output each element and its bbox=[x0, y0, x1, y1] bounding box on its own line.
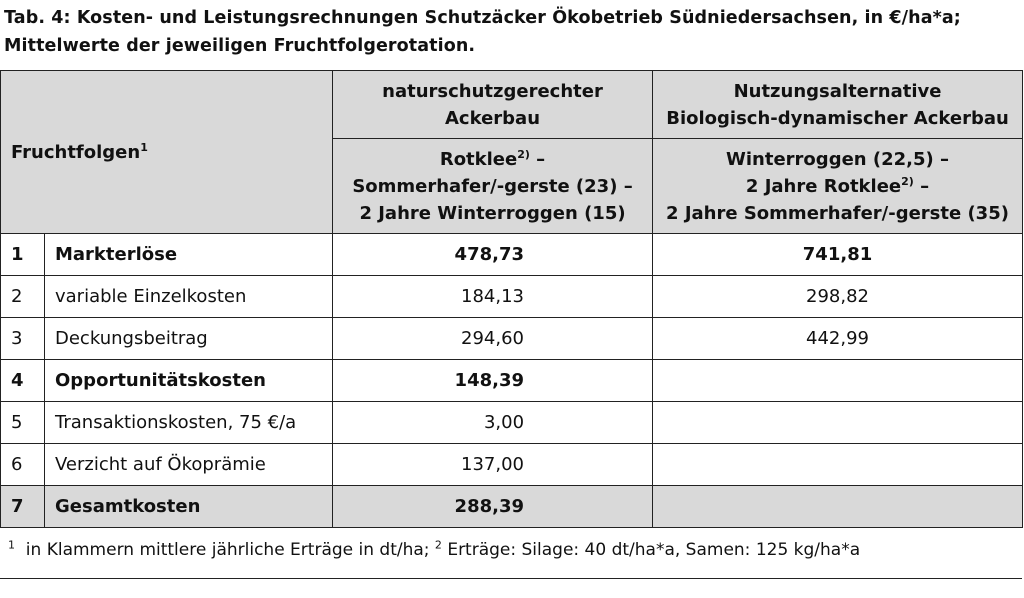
col1-header: naturschutzgerechter Ackerbau bbox=[333, 71, 653, 139]
row-label: Gesamtkosten bbox=[45, 486, 333, 528]
row-value-col1: 184,13 bbox=[333, 276, 653, 318]
row-number: 6 bbox=[1, 444, 45, 486]
row-value-col2 bbox=[653, 360, 1023, 402]
row-number: 4 bbox=[1, 360, 45, 402]
row-number: 7 bbox=[1, 486, 45, 528]
row-value-col2 bbox=[653, 486, 1023, 528]
row-value-col1: 137,00 bbox=[333, 444, 653, 486]
table-row bbox=[1, 360, 1023, 402]
table-row-total bbox=[1, 486, 1023, 528]
footnote: $^1$ in Klammern mittlere jährliche Erträge in dt/ha; $^2$ Erträge: Silage: 40 dt/ha*a, Samen: 125 kg/ha*a bbox=[8, 538, 861, 560]
table-row bbox=[1, 234, 1023, 276]
col2-header: Nutzungsalternative Biologisch-dynamischer Ackerbau bbox=[653, 71, 1023, 139]
row-number: 2 bbox=[1, 276, 45, 318]
row-number: 3 bbox=[1, 318, 45, 360]
fruchtfolgen-header: Fruchtfolgen$^1$ bbox=[1, 71, 333, 234]
row-label: Verzicht auf Ökoprämie bbox=[45, 444, 333, 486]
row-value-col2 bbox=[653, 402, 1023, 444]
table-title: Tab. 4: Kosten- und Leistungsrechnungen Schutzäcker Ökobetrieb Südniedersachsen, in €/ha*a; Mittelwerte der jeweiligen Fruchtfolgerotation. bbox=[4, 8, 961, 56]
row-value-col2: 298,82 bbox=[653, 276, 1023, 318]
col2-subheader: Winterroggen (22,5) – 2 Jahre Rotklee$^{2)}$ – 2 Jahre Sommerhafer/-gerste (35) bbox=[653, 139, 1023, 234]
row-value-col2 bbox=[653, 444, 1023, 486]
row-value-col1: 294,60 bbox=[333, 318, 653, 360]
col1-subheader: Rotklee$^{2)}$ – Sommerhafer/-gerste (23) – 2 Jahre Winterroggen (15) bbox=[333, 139, 653, 234]
row-value-col1: 3,00 bbox=[333, 402, 653, 444]
table-row bbox=[1, 402, 1023, 444]
table-row bbox=[1, 276, 1023, 318]
row-label: Transaktionskosten, 75 €/a bbox=[45, 402, 333, 444]
row-number: 5 bbox=[1, 402, 45, 444]
row-value-col2: 442,99 bbox=[653, 318, 1023, 360]
row-value-col2: 741,81 bbox=[653, 234, 1023, 276]
row-value-col1: 288,39 bbox=[333, 486, 653, 528]
row-value-col1: 148,39 bbox=[333, 360, 653, 402]
cost-table bbox=[0, 70, 1023, 528]
row-label: variable Einzelkosten bbox=[45, 276, 333, 318]
bottom-rule bbox=[0, 578, 1022, 579]
table-row bbox=[1, 318, 1023, 360]
table-row bbox=[1, 444, 1023, 486]
row-label: Opportunitätskosten bbox=[45, 360, 333, 402]
row-value-col1: 478,73 bbox=[333, 234, 653, 276]
row-label: Deckungsbeitrag bbox=[45, 318, 333, 360]
row-label: Markterlöse bbox=[45, 234, 333, 276]
row-number: 1 bbox=[1, 234, 45, 276]
